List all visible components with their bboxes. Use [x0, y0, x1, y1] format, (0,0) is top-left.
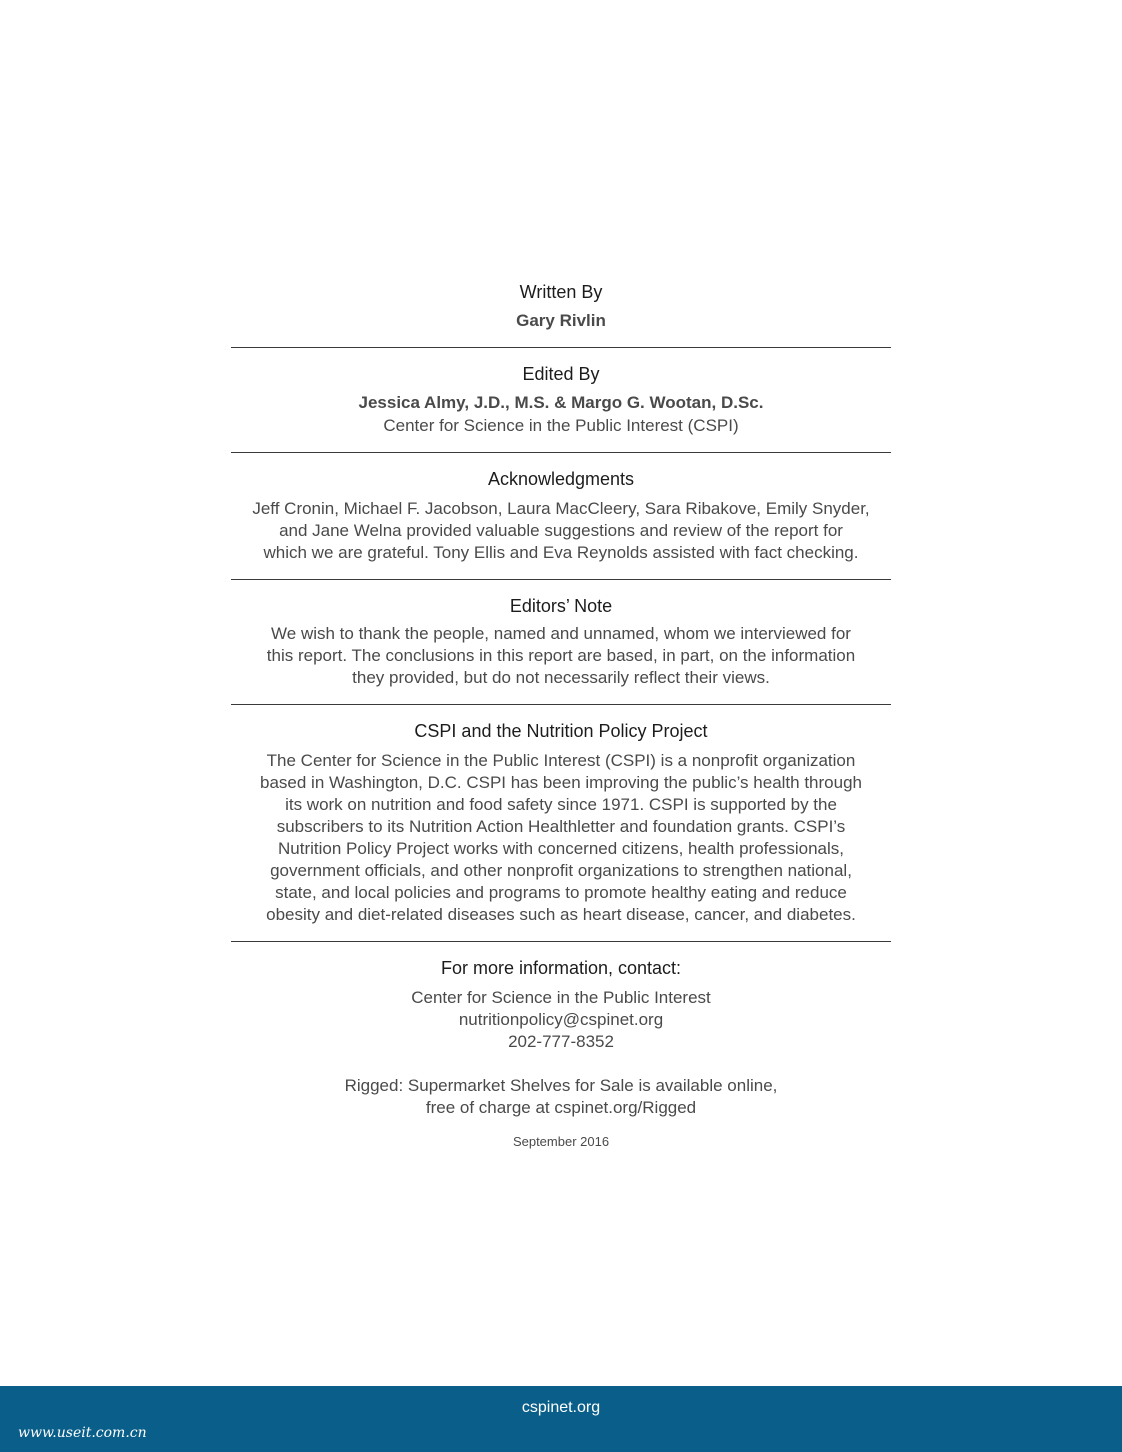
acknowledgments-line: and Jane Welna provided valuable suggestions and review of the report for — [279, 521, 843, 540]
contact-organization: Center for Science in the Public Interest — [411, 988, 711, 1007]
acknowledgments-section — [231, 466, 891, 564]
credits-page — [231, 279, 891, 1151]
editors-note-line: We wish to thank the people, named and unnamed, whom we interviewed for — [271, 624, 851, 643]
footer-bar — [0, 1386, 1122, 1452]
written-by-section — [231, 279, 891, 333]
divider — [231, 704, 891, 705]
cspi-line: Nutrition Policy Project works with concerned citizens, health professionals, — [278, 839, 844, 858]
publication-date: September 2016 — [512, 1134, 610, 1149]
divider — [231, 941, 891, 942]
spacer — [231, 1053, 891, 1075]
edited-by-section — [231, 361, 891, 437]
editors-note-heading: Editors’ Note — [509, 596, 613, 616]
cspi-line: The Center for Science in the Public Interest (CSPI) is a nonprofit organization — [266, 751, 856, 770]
contact-phone: 202-777-8352 — [508, 1032, 614, 1051]
watermark-text: www.useit.com.cn — [18, 1425, 147, 1441]
acknowledgments-line: Jeff Cronin, Michael F. Jacobson, Laura MacCleery, Sara Ribakove, Emily Snyder, — [252, 499, 870, 518]
acknowledgments-line: which we are grateful. Tony Ellis and Eva Reynolds assisted with fact checking. — [263, 543, 859, 562]
contact-heading: For more information, contact: — [440, 958, 682, 978]
cspi-heading: CSPI and the Nutrition Policy Project — [414, 721, 708, 741]
cspi-line: its work on nutrition and food safety since 1971. CSPI is supported by the — [285, 795, 837, 814]
footer-url-link[interactable]: cspinet.org — [521, 1399, 601, 1416]
divider — [231, 579, 891, 580]
edited-by-heading: Edited By — [522, 364, 600, 384]
cspi-line: obesity and diet-related diseases such as heart disease, cancer, and diabetes. — [266, 905, 856, 924]
contact-section — [231, 955, 891, 1151]
cspi-line: based in Washington, D.C. CSPI has been improving the public’s health through — [260, 773, 862, 792]
cspi-line: state, and local policies and programs to promote healthy eating and reduce — [275, 883, 847, 902]
cspi-line: subscribers to its Nutrition Action Healthletter and foundation grants. CSPI’s — [276, 817, 846, 836]
cspi-line: government officials, and other nonprofit organizations to strengthen national, — [270, 861, 852, 880]
editors-note-line: this report. The conclusions in this report are based, in part, on the information — [266, 646, 856, 665]
contact-email[interactable]: nutritionpolicy@cspinet.org — [458, 1010, 664, 1029]
availability-line[interactable]: free of charge at cspinet.org/Rigged — [425, 1098, 697, 1117]
editor-organization: Center for Science in the Public Interest (CSPI) — [383, 416, 739, 435]
divider — [231, 452, 891, 453]
editors-note-section — [231, 593, 891, 689]
editors-note-line: they provided, but do not necessarily reflect their views. — [352, 668, 770, 687]
availability-line: Rigged: Supermarket Shelves for Sale is available online, — [344, 1076, 778, 1095]
editor-names: Jessica Almy, J.D., M.S. & Margo G. Wootan, D.Sc. — [358, 393, 764, 412]
author-name: Gary Rivlin — [516, 311, 606, 330]
written-by-heading: Written By — [519, 282, 603, 302]
acknowledgments-heading: Acknowledgments — [487, 469, 635, 489]
divider — [231, 347, 891, 348]
cspi-section — [231, 718, 891, 926]
